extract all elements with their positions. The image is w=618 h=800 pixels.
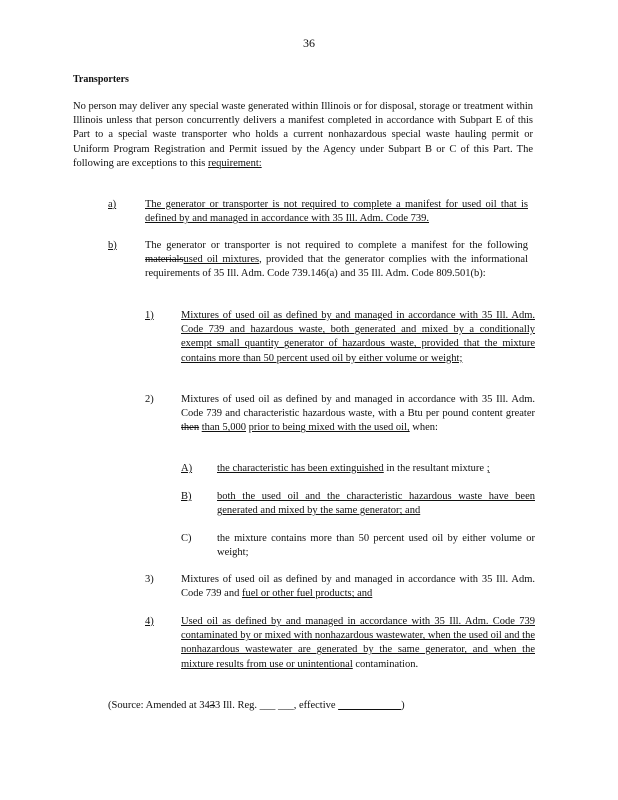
item-a-marker: a) [108,199,117,210]
item-b-text: The generator or transporter is not required to complete a manifest for the following materialsused oil mixtures, provided that the generator complies with the informational requirements of 35 Ill. Adm. Code 739.146(a) and 35 Ill. Adm. Code 809.501(b): [145,240,529,280]
struck-text: then [181,422,200,434]
item-b1-marker: 1) [145,310,154,321]
intro-text: No person may deliver any special waste generated within Illinois or for disposal, storage or treatment within Illinois unless that person concurrently delivers a manifest completed in accordance with Subpart E of this Part to a special waste transporter who holds a current nonhazardous special waste hauling permit or Uniform Program Registration and Permit issued by the Agency under Subpart B or C of this Part. The following are exceptions to this [73,101,533,169]
item-b2b-text: both the used oil and the characteristic hazardous waste have been generated and mixed by the same generator; and [217,491,535,517]
intro-end: requirement: [208,157,262,169]
item-b2b-marker: B) [181,491,192,502]
source-note: (Source: Amended at 3433 Ill. Reg. ___ ___, effective ____________) [108,700,405,711]
item-b4-text: Used oil as defined by and managed in accordance with 35 Ill. Adm. Code 739 contaminated by or mixed with nonhazardous wastewater, when the used oil and the nonhazardous wastewater are generated by the same generator, and when the mixture results from use or unintentional contamination. [181,616,535,670]
item-b2-marker: 2) [145,394,154,405]
inserted-text: Used oil as defined by and managed in accordance with 35 Ill. Adm. Code 739 contaminated by or mixed with nonhazardous wastewater, when the used oil and the nonhazardous wastewater are generated by the same generator, and when the mixture results from use or unintentional [181,616,535,670]
item-b3-marker: 3) [145,574,154,585]
item-b4-marker: 4) [145,616,154,627]
item-b2a-marker: A) [181,463,193,474]
section-heading: Transporters [73,74,129,85]
struck-text: materials [145,254,184,266]
item-a-text: The generator or transporter is not required to complete a manifest for used oil that is defined by and managed in accordance with 35 Ill. Adm. Code 739. [145,199,528,225]
struck-text: 3 [209,700,216,711]
item-b2-text: Mixtures of used oil as defined by and managed in accordance with 35 Ill. Adm. Code 739 and characteristic hazardous waste, with a Btu per pound content greater then than 5,000 prior to being mixed with the used oil, when: [181,394,535,434]
intro-paragraph [73,100,533,171]
item-b3-text: Mixtures of used oil as defined by and managed in accordance with 35 Ill. Adm. Code 739 and fuel or other fuel products; and [181,574,535,600]
item-b-marker: b) [108,240,117,251]
item-b1-text: Mixtures of used oil as defined by and managed in accordance with 35 Ill. Adm. Code 739 and hazardous waste, both generated and mixed by a conditionally exempt small quantity generator of hazardous waste, provided that the mixture contains more than 50 percent used oil by either volume or weight; [181,310,535,364]
item-b2a-text: the characteristic has been extinguished in the resultant mixture ; [217,463,490,474]
item-b2c-marker: C) [181,533,192,544]
blank-line: ____________ [338,700,402,711]
inserted-text: fuel or other fuel products; and [241,588,373,600]
page-number: 36 [303,36,315,50]
item-b2c-text: the mixture contains more than 50 percent used oil by either volume or weight; [217,533,535,559]
inserted-text: used oil mixtures [183,254,260,266]
inserted-text: than 5,000 [201,422,247,434]
